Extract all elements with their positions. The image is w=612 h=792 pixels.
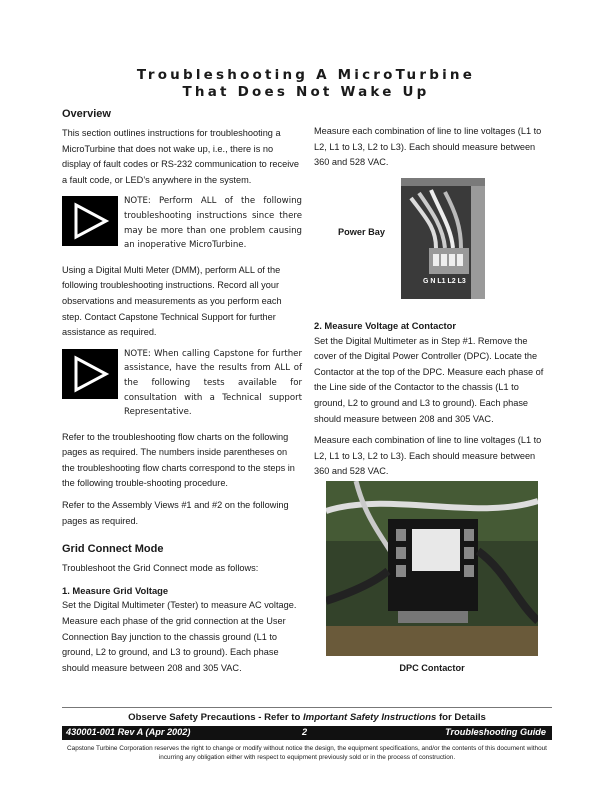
safety-suffix: for Details — [436, 712, 486, 723]
assembly-paragraph: Refer to the Assembly Views #1 and #2 on the following pages as required. — [62, 500, 289, 526]
note-block-1 — [62, 194, 302, 252]
play-arrow-icon — [62, 349, 118, 399]
disclaimer: Capstone Turbine Corporation reserves the right to change or modify without notice the design, the equipment specifications, and/or the contents of this document without incurring any obligation either with respect to equipment previously sold or in the process of construction. — [67, 745, 547, 761]
dmm-paragraph: Using a Digital Multi Meter (DMM), perform ALL of the following troubleshooting instructions. Record all your observations and measurements as you perform each step. Contact Capstone Technical Support for further assistance as required. — [62, 264, 282, 338]
grid-connect-heading: Grid Connect Mode — [62, 543, 164, 556]
footer-bar — [62, 726, 552, 740]
overview-intro: This section outlines instructions for troubleshooting a MicroTurbine that does not wake up, i.e., there is no display of fault codes or RS-232 communication to receive a fault code, or LED’s anywhere in the system. — [62, 128, 299, 185]
step2-line-voltage: Measure each combination of line to line voltages (L1 to L2, L1 to L3, L2 to L3). Each should measure between 360 and 528 VAC. — [314, 435, 542, 477]
grid-connect-intro: Troubleshoot the Grid Connect mode as follows: — [62, 563, 259, 574]
note-block-2 — [62, 347, 302, 420]
guide-name: Troubleshooting Guide — [445, 727, 546, 737]
right-column-top — [314, 124, 550, 177]
overview-heading: Overview — [62, 108, 111, 120]
step1-text: Set the Digital Multimeter (Tester) to measure AC voltage. Measure each phase of the grid connection at the User Connection Bay junction to the chassis ground (L1 to ground, L2 to ground, and L3 to ground). Each phase should measure between 208 and 305 VAC. — [62, 600, 297, 673]
step2-text: Set the Digital Multimeter as in Step #1. Remove the cover of the Digital Power Controller (DPC). Locate the Contactor at the top of the DPC. Measure each phase of the Line side of the Contactor to the chassis (L1 to ground, L2 to ground and L3 to ground). Each phase should measure between 208 and 305 VAC. — [314, 335, 544, 424]
left-column — [62, 106, 302, 682]
title-line-2: That Does Not Wake Up — [182, 84, 430, 100]
flow-chart-paragraph: Refer to the troubleshooting flow charts on the following pages as required. The numbers inside parentheses on the troubleshooting flow charts correspond to the steps in the following trouble-shooting procedure. — [62, 431, 295, 489]
dpc-contactor-caption: DPC Contactor — [399, 663, 465, 673]
line-voltage-paragraph: Measure each combination of line to line voltages (L1 to L2, L1 to L3, L2 to L3). Each should measure between 360 and 528 VAC. — [314, 126, 542, 168]
play-arrow-icon — [62, 196, 118, 246]
note-text-2: NOTE: When calling Capstone for further assistance, have the results from ALL of the following tests available for consultation with a Technical support Representative. — [124, 348, 302, 418]
terminal-labels: G N L1 L2 L3 — [423, 278, 466, 285]
step1-title: 1. Measure Grid Voltage — [62, 584, 169, 596]
safety-prefix: Observe Safety Precautions - Refer to — [128, 712, 304, 723]
page-number: 2 — [302, 727, 308, 737]
footer-divider — [62, 707, 552, 708]
title-line-1: Troubleshooting A MicroTurbine — [136, 67, 476, 83]
right-column-bottom — [314, 318, 550, 486]
safety-emphasis: Important Safety Instructions — [303, 712, 437, 723]
power-bay-photo — [401, 178, 485, 299]
document-id: 430001-001 Rev A (Apr 2002) — [66, 727, 191, 737]
footer-safety-line — [62, 712, 552, 723]
page-title — [0, 67, 612, 101]
power-bay-caption: Power Bay — [338, 227, 385, 237]
note-text-1: NOTE: Perform ALL of the following troubleshooting instructions since there may be more than one problem causing an inoperative MicroTurbine. — [124, 196, 302, 251]
step2-title: 2. Measure Voltage at Contactor — [314, 320, 457, 331]
dpc-contactor-photo — [326, 481, 538, 656]
